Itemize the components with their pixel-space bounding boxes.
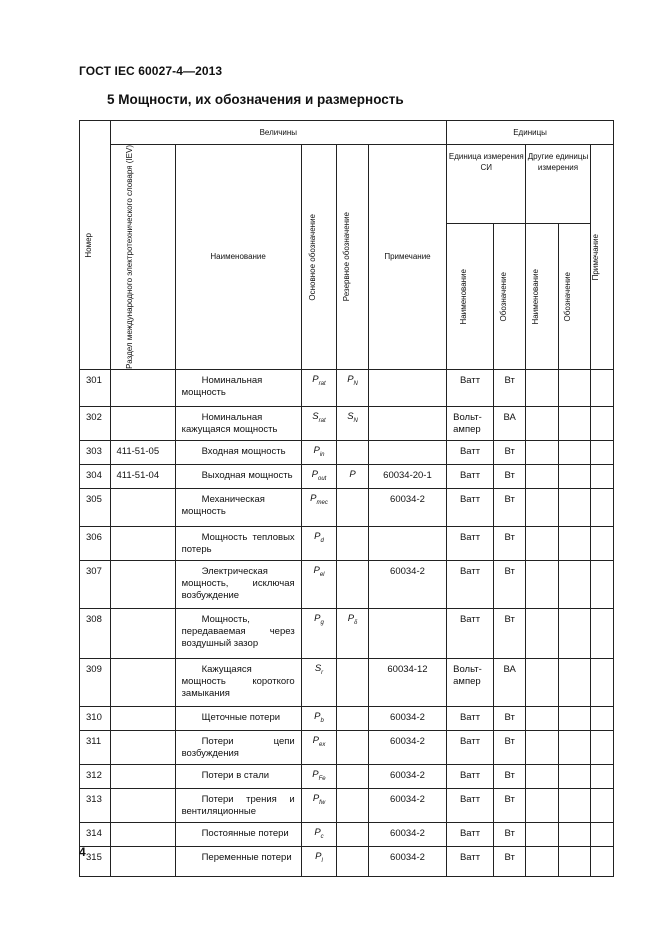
row-unit-symbol: Вт [493, 730, 526, 764]
symbol-subscript: rat [318, 380, 326, 387]
row-units-note [590, 440, 614, 464]
row-units-note [590, 560, 614, 608]
row-number: 305 [80, 488, 111, 526]
row-note: 60034-2 [368, 560, 446, 608]
row-number: 310 [80, 706, 111, 730]
symbol-subscript: b [320, 717, 324, 724]
row-units-note [590, 406, 614, 440]
symbol-letter: P [311, 468, 318, 480]
table-row [80, 406, 614, 440]
row-name [175, 488, 301, 526]
symbol-letter: P [314, 710, 321, 722]
row-unit-name: Ватт [447, 464, 494, 488]
header-iev-section: Раздел международного электротехнического словаря (IEV) [110, 145, 175, 370]
row-note: 60034-20-1 [368, 464, 446, 488]
row-iev: 411-51-04 [110, 464, 175, 488]
row-name [175, 730, 301, 764]
row-name-text: Мощность, передаваемая через воздушный зазор [181, 613, 295, 649]
row-number: 304 [80, 464, 111, 488]
row-unit-name: Ватт [447, 608, 494, 658]
row-reserve-symbol [337, 822, 369, 846]
row-unit-name: Ватт [447, 369, 494, 406]
row-unit-symbol: Вт [493, 764, 526, 788]
row-unit-name: Ватт [447, 440, 494, 464]
row-iev [110, 846, 175, 876]
row-name-text: Постоянные потери [201, 827, 289, 839]
row-note [368, 440, 446, 464]
symbol-letter: P [314, 530, 321, 542]
row-other-unit-symbol [558, 822, 590, 846]
table-row [80, 764, 614, 788]
row-main-symbol [301, 406, 337, 440]
row-name-text: Мощность тепловых потерь [181, 531, 295, 555]
symbol-letter: P [312, 373, 319, 385]
row-name-text: Потери цепи возбуждения [181, 735, 295, 759]
row-reserve-symbol [337, 369, 369, 406]
row-name [175, 464, 301, 488]
row-name-text: Щеточные потери [201, 711, 281, 723]
row-unit-symbol: Вт [493, 488, 526, 526]
row-other-unit-symbol [558, 526, 590, 560]
symbol-letter: P [314, 612, 321, 624]
row-other-unit-symbol [558, 764, 590, 788]
row-other-unit-name [526, 369, 559, 406]
row-unit-name: Ватт [447, 822, 494, 846]
row-name-text: Потери в стали [201, 769, 270, 781]
row-unit-symbol: Вт [493, 788, 526, 822]
reserve-letter: P [347, 373, 354, 385]
row-unit-symbol: Вт [493, 706, 526, 730]
row-iev [110, 658, 175, 706]
row-main-symbol [301, 526, 337, 560]
row-note: 60034-2 [368, 706, 446, 730]
row-iev [110, 560, 175, 608]
table-body [80, 369, 614, 876]
row-reserve-symbol [337, 658, 369, 706]
row-unit-name: Ватт [447, 706, 494, 730]
row-name [175, 369, 301, 406]
row-units-note [590, 526, 614, 560]
row-other-unit-name [526, 560, 559, 608]
row-main-symbol [301, 488, 337, 526]
header-quantities: Величины [110, 121, 447, 145]
symbol-letter: S [314, 662, 322, 674]
row-name [175, 406, 301, 440]
row-note: 60034-2 [368, 846, 446, 876]
row-other-unit-name [526, 788, 559, 822]
row-name-text: Кажущаяся мощность короткого замыкания [181, 663, 295, 699]
header-units-note: Примечание [590, 145, 614, 370]
row-other-unit-symbol [558, 846, 590, 876]
row-main-symbol [301, 369, 337, 406]
row-other-unit-name [526, 822, 559, 846]
symbol-subscript: el [319, 571, 325, 578]
row-reserve-symbol [337, 526, 369, 560]
symbol-subscript: l [321, 857, 323, 864]
row-other-unit-name [526, 706, 559, 730]
row-other-unit-symbol [558, 788, 590, 822]
reserve-subscript: N [353, 417, 358, 424]
row-other-unit-symbol [558, 369, 590, 406]
row-name [175, 658, 301, 706]
row-iev [110, 730, 175, 764]
row-other-unit-name [526, 764, 559, 788]
row-name [175, 560, 301, 608]
row-unit-symbol: Вт [493, 369, 526, 406]
row-number: 308 [80, 608, 111, 658]
table-row [80, 464, 614, 488]
row-units-note [590, 464, 614, 488]
row-reserve-symbol [337, 488, 369, 526]
row-unit-name: Ватт [447, 846, 494, 876]
row-note [368, 526, 446, 560]
header-number: Номер [80, 121, 111, 370]
quantities-table [79, 120, 614, 877]
row-note: 60034-2 [368, 764, 446, 788]
row-other-unit-symbol [558, 406, 590, 440]
row-note [368, 406, 446, 440]
row-unit-symbol: Вт [493, 464, 526, 488]
row-units-note [590, 822, 614, 846]
symbol-letter: P [312, 734, 319, 746]
symbol-subscript: ex [318, 741, 326, 748]
symbol-letter: P [315, 850, 322, 862]
row-number: 315 [80, 846, 111, 876]
row-note: 60034-2 [368, 822, 446, 846]
row-units-note [590, 788, 614, 822]
symbol-letter: P [312, 768, 319, 780]
row-main-symbol [301, 788, 337, 822]
row-main-symbol [301, 560, 337, 608]
row-iev [110, 706, 175, 730]
header-reserve-symbol: Резервное обозначение [337, 145, 369, 370]
row-other-unit-name [526, 440, 559, 464]
row-main-symbol [301, 440, 337, 464]
row-unit-name: Ватт [447, 488, 494, 526]
row-name-text: Номинальная кажущаяся мощность [181, 411, 278, 435]
row-unit-symbol: ВА [493, 406, 526, 440]
row-other-unit-name [526, 846, 559, 876]
row-units-note [590, 488, 614, 526]
row-name-text: Переменные потери [201, 851, 292, 863]
row-iev: 411-51-05 [110, 440, 175, 464]
row-iev [110, 764, 175, 788]
row-other-unit-name [526, 464, 559, 488]
row-unit-name: Вольт-ампер [447, 406, 494, 440]
table-row [80, 608, 614, 658]
header-other-units: Другие единицы измерения [526, 145, 590, 224]
symbol-subscript: rat [318, 417, 326, 424]
row-units-note [590, 846, 614, 876]
row-number: 309 [80, 658, 111, 706]
row-name-text: Входная мощность [201, 445, 286, 457]
row-number: 313 [80, 788, 111, 822]
row-other-unit-name [526, 406, 559, 440]
row-reserve-symbol [337, 440, 369, 464]
row-main-symbol [301, 608, 337, 658]
row-unit-name: Ватт [447, 526, 494, 560]
header-other-symbol: Обозначение [558, 223, 590, 369]
header-note: Примечание [368, 145, 446, 370]
row-main-symbol [301, 822, 337, 846]
symbol-letter: P [310, 492, 317, 504]
header-main-symbol: Основное обозначение [301, 145, 337, 370]
row-name [175, 526, 301, 560]
row-other-unit-symbol [558, 560, 590, 608]
page-number: 4 [79, 845, 86, 859]
row-name-text: Электрическая мощность, исключая возбуждение [181, 565, 295, 601]
row-main-symbol [301, 658, 337, 706]
row-number: 302 [80, 406, 111, 440]
row-name [175, 440, 301, 464]
row-other-unit-name [526, 526, 559, 560]
symbol-letter: P [312, 792, 320, 804]
row-unit-symbol: Вт [493, 822, 526, 846]
row-units-note [590, 369, 614, 406]
row-unit-symbol: Вт [493, 440, 526, 464]
section-title: 5 Мощности, их обозначения и размерность [107, 92, 404, 107]
row-units-note [590, 658, 614, 706]
row-units-note [590, 706, 614, 730]
row-note [368, 369, 446, 406]
row-number: 306 [80, 526, 111, 560]
row-iev [110, 608, 175, 658]
row-name [175, 822, 301, 846]
row-main-symbol [301, 706, 337, 730]
row-number: 301 [80, 369, 111, 406]
header-other-name: Наименование [526, 223, 559, 369]
header-si-name: Наименование [447, 223, 494, 369]
table-row [80, 526, 614, 560]
symbol-subscript: mec [316, 499, 328, 506]
row-unit-name: Ватт [447, 764, 494, 788]
row-unit-symbol: Вт [493, 846, 526, 876]
symbol-subscript: Fe [318, 775, 326, 782]
row-reserve-symbol [337, 706, 369, 730]
row-reserve-symbol [337, 730, 369, 764]
table-row [80, 369, 614, 406]
row-number: 303 [80, 440, 111, 464]
table-row [80, 658, 614, 706]
row-name-text: Механическая мощность [181, 493, 265, 517]
symbol-subscript: r [321, 669, 324, 676]
symbol-letter: S [312, 410, 319, 422]
row-name [175, 608, 301, 658]
symbol-letter: P [313, 564, 320, 576]
row-other-unit-symbol [558, 608, 590, 658]
row-other-unit-symbol [558, 440, 590, 464]
row-other-unit-name [526, 730, 559, 764]
row-note: 60034-12 [368, 658, 446, 706]
row-unit-name: Ватт [447, 730, 494, 764]
row-units-note [590, 608, 614, 658]
symbol-subscript: g [320, 619, 324, 626]
symbol-subscript: fw [319, 799, 326, 806]
reserve-letter: S [347, 410, 354, 422]
symbol-subscript: d [320, 537, 324, 544]
table-row [80, 706, 614, 730]
row-unit-symbol: ВА [493, 658, 526, 706]
reserve-subscript: N [353, 380, 358, 387]
row-note [368, 608, 446, 658]
symbol-subscript: out [317, 475, 327, 482]
row-iev [110, 526, 175, 560]
table-row [80, 822, 614, 846]
row-units-note [590, 730, 614, 764]
row-other-unit-symbol [558, 464, 590, 488]
row-note: 60034-2 [368, 730, 446, 764]
row-name [175, 764, 301, 788]
row-reserve-symbol [337, 406, 369, 440]
row-number: 312 [80, 764, 111, 788]
row-reserve-symbol [337, 608, 369, 658]
row-other-unit-name [526, 608, 559, 658]
row-other-unit-symbol [558, 658, 590, 706]
symbol-subscript: c [320, 833, 324, 840]
row-note: 60034-2 [368, 488, 446, 526]
row-other-unit-name [526, 488, 559, 526]
row-name-text: Потери трения и вентиляционные [181, 793, 295, 817]
row-main-symbol [301, 764, 337, 788]
row-main-symbol [301, 730, 337, 764]
row-other-unit-symbol [558, 730, 590, 764]
row-name [175, 846, 301, 876]
row-name-text: Выходная мощность [201, 469, 293, 481]
row-iev [110, 788, 175, 822]
row-name-text: Номинальная мощность [181, 374, 263, 398]
row-number: 314 [80, 822, 111, 846]
reserve-subscript: δ [354, 619, 358, 626]
table-row [80, 788, 614, 822]
row-main-symbol [301, 464, 337, 488]
row-main-symbol [301, 846, 337, 876]
row-number: 307 [80, 560, 111, 608]
symbol-letter: P [313, 444, 320, 456]
header-si-symbol: Обозначение [493, 223, 526, 369]
row-reserve-symbol [337, 764, 369, 788]
table-row [80, 488, 614, 526]
row-note: 60034-2 [368, 788, 446, 822]
row-units-note [590, 764, 614, 788]
row-name [175, 706, 301, 730]
row-number: 311 [80, 730, 111, 764]
row-name [175, 788, 301, 822]
row-reserve-symbol [337, 464, 369, 488]
reserve-letter: P [347, 612, 355, 624]
row-other-unit-symbol [558, 488, 590, 526]
table-row [80, 846, 614, 876]
row-reserve-symbol [337, 846, 369, 876]
document-id: ГОСТ IEC 60027-4—2013 [79, 64, 223, 78]
reserve-letter: P [349, 468, 356, 480]
table-row [80, 440, 614, 464]
row-reserve-symbol [337, 560, 369, 608]
row-other-unit-name [526, 658, 559, 706]
row-iev [110, 822, 175, 846]
row-unit-symbol: Вт [493, 608, 526, 658]
row-unit-name: Ватт [447, 560, 494, 608]
header-name: Наименование [175, 145, 301, 370]
row-unit-symbol: Вт [493, 560, 526, 608]
row-reserve-symbol [337, 788, 369, 822]
header-si-unit: Единица измерения СИ [447, 145, 526, 224]
table-row [80, 560, 614, 608]
row-iev [110, 488, 175, 526]
table-row [80, 730, 614, 764]
symbol-letter: P [314, 826, 321, 838]
row-iev [110, 406, 175, 440]
row-unit-symbol: Вт [493, 526, 526, 560]
row-unit-name: Вольт-ампер [447, 658, 494, 706]
row-iev [110, 369, 175, 406]
header-units: Единицы [447, 121, 614, 145]
row-unit-name: Ватт [447, 788, 494, 822]
row-other-unit-symbol [558, 706, 590, 730]
symbol-subscript: in [319, 451, 325, 458]
